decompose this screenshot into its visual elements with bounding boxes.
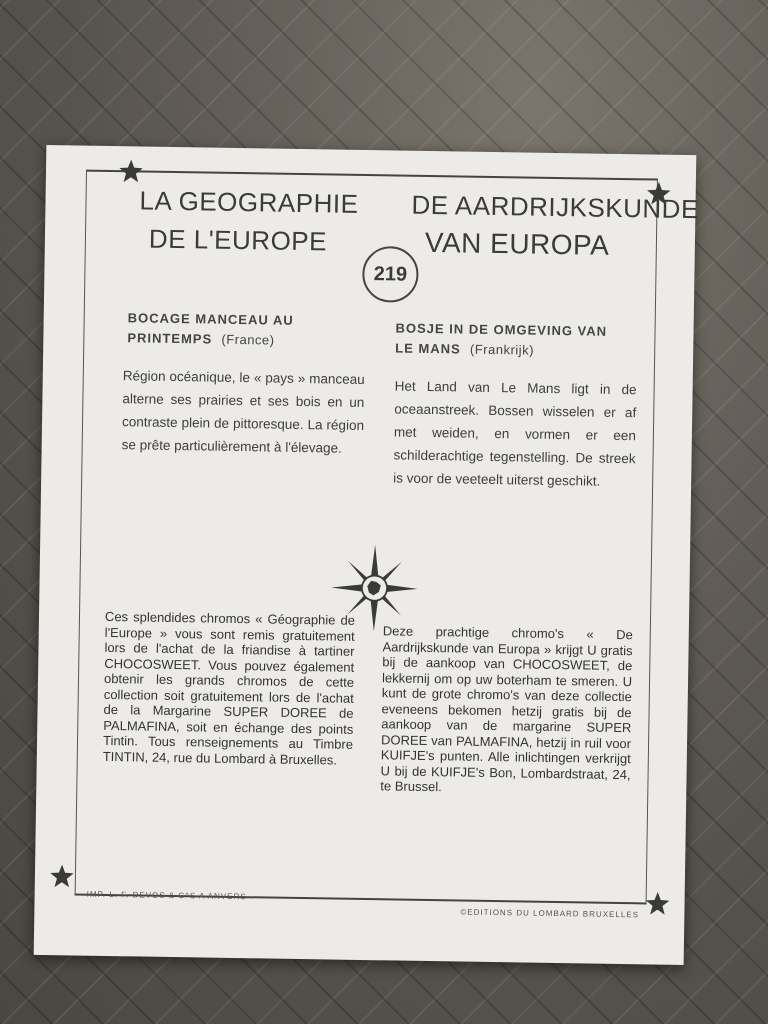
description-nl: Het Land van Le Mans ligt in de oceaanstreek. Bossen wisselen er af met weiden, en vormen er een schilderachtige tegenstelling. De streek is voor de veeteelt uiterst geschikt.: [393, 378, 637, 489]
card-number-badge: 219: [362, 246, 419, 303]
subtitle-fr: [127, 308, 368, 352]
subtitle-fr-line2: PRINTEMPS: [127, 330, 213, 347]
star-icon: [644, 890, 670, 916]
trading-card: [34, 145, 700, 965]
subtitle-fr-line1: BOCAGE MANCEAU AU: [127, 310, 294, 328]
country-nl: (Frankrijk): [469, 341, 535, 358]
publisher-credit: ©EDITIONS DU LOMBARD BRUXELLES: [460, 907, 640, 920]
title-fr-line1: LA GEOGRAPHIE: [139, 185, 359, 219]
printer-credit: IMP. L. F. DEVOS & C^S A ANVERS: [86, 889, 247, 902]
star-icon: [49, 863, 75, 889]
star-icon: [118, 158, 144, 184]
subtitle-nl: [395, 318, 636, 362]
title-nl-line2: VAN EUROPA: [424, 226, 610, 261]
promo-text-fr: Ces splendides chromos « Géographie de l'Europe » vous sont remis gratuitement lors de l'achat de la friandise à tartiner CHOCOSWEET. Vous pouvez également obtenir les grands chromos de cette collection soit gratuitement lors de l'achat de la Margarine SUPER DOREE de PALMAFINA, soit en échange des points Tintin. Tous renseignements au Timbre TINTIN, 24, rue du Lombard à Bruxelles.: [102, 608, 356, 768]
subtitle-nl-line1: BOSJE IN DE OMGEVING VAN: [395, 320, 608, 339]
promo-text-nl: Deze prachtige chromo's « De Aardrijkskunde van Europa » krijgt U gratis bij de aankoop van CHOCOSWEET, de lekkernij om op uw boterham te smeren. U kunt de grote chromo's van deze collectie eveneens bekomen hetzij gratis bij de aankoop van de margarine SUPER DOREE van PALMAFINA, hetzij in ruil voor KUIFJE's punten. Alle inlichtingen verkrijgt U bij de KUIFJE's Bon, Lombardstraat, 24, te Brussel.: [380, 623, 633, 795]
description-fr: Région océanique, le « pays » manceau alterne ses prairies et ses bois en un contraste plein de pittoresque. La région se prête particulièrement à l'élevage.: [121, 368, 365, 456]
title-nl-line1: DE AARDRIJKSKUNDE: [411, 189, 700, 225]
title-fr-line2: DE L'EUROPE: [148, 223, 328, 257]
country-fr: (France): [221, 331, 275, 348]
subtitle-nl-line2: LE MANS: [395, 340, 461, 357]
